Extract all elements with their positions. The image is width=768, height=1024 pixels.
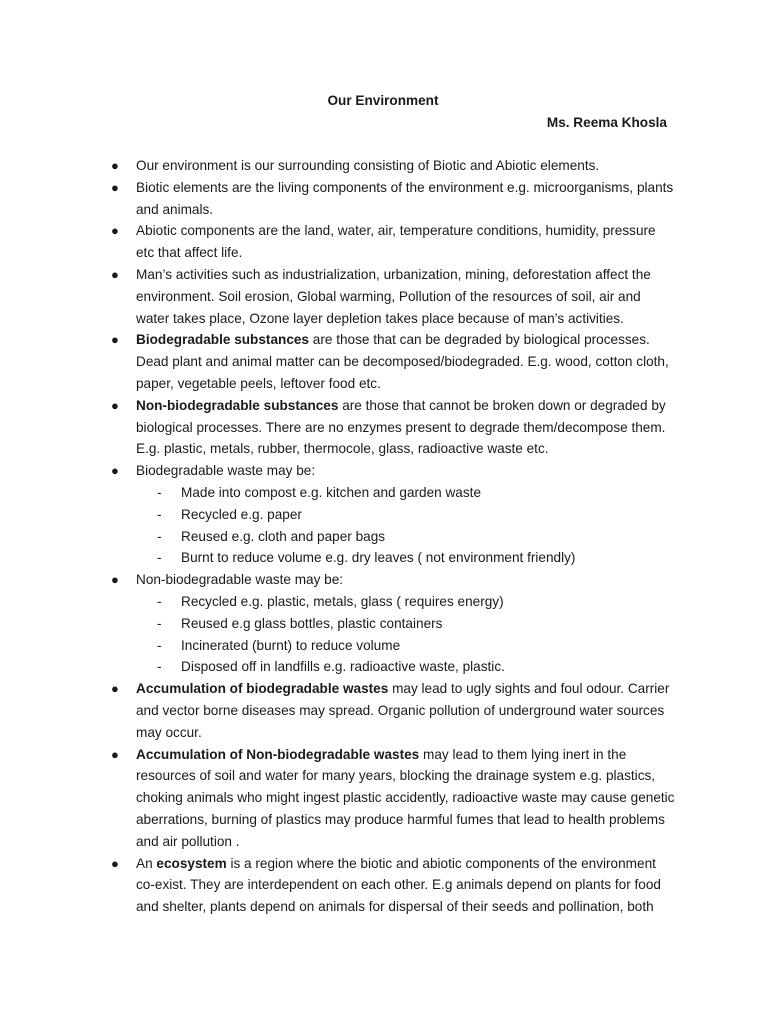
- sub-item-text: Made into compost e.g. kitchen and garden waste: [181, 484, 481, 500]
- bullet-term: ecosystem: [156, 855, 227, 871]
- sub-item-text: Burnt to reduce volume e.g. dry leaves ( not environment friendly): [181, 550, 576, 566]
- bullet-text: may lead to ugly sights and foul odour. Carrier and vector borne diseases may spread. Organic pollution of underground water sources may occur.: [136, 681, 670, 740]
- bullet-item: [0, 395, 768, 460]
- bullet-item: [0, 678, 768, 743]
- bullet-text: are those that cannot be broken down or degraded by biological processes. There are no enzymes present to degrade them/decompose them. E.g. plastic, metals, rubber, thermocole, glass, radioactive waste etc.: [136, 397, 666, 457]
- sub-list-item: [136, 504, 676, 526]
- sub-list-item: [136, 613, 676, 635]
- bullet-dot-icon: ●: [111, 463, 119, 479]
- bullet-text: may lead to them lying inert in the resources of soil and water for many years, blocking the drainage system e.g. plastics, choking animals who might ingest plastic accidently, radioactive waste may cause genetic aberrations, burning of plastics may produce harmful fumes that lead to health problems and air pollution .: [136, 746, 675, 849]
- bullet-dot-icon: ●: [111, 681, 119, 697]
- bullet-dot-icon: ●: [111, 266, 119, 282]
- sub-list-item: [136, 591, 676, 613]
- sub-list: [136, 591, 676, 678]
- sub-item-text: Recycled e.g. paper: [181, 506, 302, 522]
- dash-icon: -: [157, 593, 162, 609]
- bullet-item: [0, 264, 768, 329]
- sub-item-text: Reused e.g glass bottles, plastic containers: [181, 615, 443, 631]
- bullet-text: Non-biodegradable waste may be:: [136, 572, 344, 588]
- dash-icon: -: [157, 528, 162, 544]
- bullet-dot-icon: ●: [111, 158, 119, 173]
- bullet-item: [0, 569, 768, 678]
- bullet-item: [0, 155, 768, 177]
- bullet-item: [0, 744, 768, 853]
- dash-icon: -: [157, 659, 162, 675]
- sub-list-item: [136, 526, 676, 548]
- bullet-item: [0, 220, 768, 264]
- sub-item-text: Incinerated (burnt) to reduce volume: [181, 637, 401, 653]
- bullet-text: Our environment is our surrounding consisting of Biotic and Abiotic elements.: [136, 158, 600, 173]
- dash-icon: -: [157, 484, 162, 500]
- bullet-prefix: An: [136, 855, 157, 871]
- sub-item-text: Reused e.g. cloth and paper bags: [181, 528, 386, 544]
- sub-list: [136, 482, 676, 569]
- bullet-item: [0, 853, 768, 918]
- bullet-text: Biodegradable waste may be:: [136, 463, 316, 479]
- bullet-dot-icon: ●: [111, 397, 119, 413]
- sub-item-text: Disposed off in landfills e.g. radioactive waste, plastic.: [181, 659, 505, 675]
- bullet-dot-icon: ●: [111, 855, 119, 871]
- bullet-term: Accumulation of Non-biodegradable wastes: [136, 746, 420, 762]
- sub-item-text: Recycled e.g. plastic, metals, glass ( requires energy): [181, 593, 504, 609]
- dash-icon: -: [157, 550, 162, 566]
- bullet-item: [0, 329, 768, 394]
- sub-list-item: [136, 482, 676, 504]
- document-title: Our Environment: [327, 93, 439, 108]
- sub-list-item: [136, 547, 676, 569]
- bullet-text: Abiotic components are the land, water, air, temperature conditions, humidity, pressure etc that affect life.: [136, 223, 656, 261]
- bullet-item: [0, 177, 768, 221]
- bullet-dot-icon: ●: [111, 332, 119, 348]
- dash-icon: -: [157, 637, 162, 653]
- bullet-text: Man’s activities such as industrialization, urbanization, mining, deforestation affect the environment. Soil erosion, Global warming, Pollution of the resources of soil, air and water takes place, Ozone layer depletion takes place because of man’s activities.: [136, 266, 651, 326]
- bullet-term: Accumulation of biodegradable wastes: [136, 681, 389, 697]
- author-name: Ms. Reema Khosla: [546, 115, 667, 130]
- bullet-item: [0, 460, 768, 569]
- bullet-dot-icon: ●: [111, 572, 119, 588]
- sub-list-item: [136, 656, 676, 678]
- bullet-text: is a region where the biotic and abiotic components of the environment co-exist. They are interdependent on each other. E.g animals depend on plants for food and shelter, plants depend on animals for dispersal of their seeds and pollination, both: [136, 855, 661, 915]
- bullet-text: are those that can be degraded by biological processes. Dead plant and animal matter can be decomposed/biodegraded. E.g. wood, cotton cloth, paper, vegetable peels, leftover food etc.: [136, 332, 669, 391]
- bullet-list: [0, 155, 768, 918]
- bullet-text: Biotic elements are the living components of the environment e.g. microorganisms, plants and animals.: [136, 179, 674, 217]
- bullet-term: Biodegradable substances: [136, 332, 309, 348]
- dash-icon: -: [157, 506, 162, 522]
- bullet-dot-icon: ●: [111, 179, 119, 195]
- sub-list-item: [136, 635, 676, 657]
- dash-icon: -: [157, 615, 162, 631]
- bullet-term: Non-biodegradable substances: [136, 397, 339, 413]
- bullet-dot-icon: ●: [111, 746, 119, 762]
- bullet-dot-icon: ●: [111, 223, 119, 239]
